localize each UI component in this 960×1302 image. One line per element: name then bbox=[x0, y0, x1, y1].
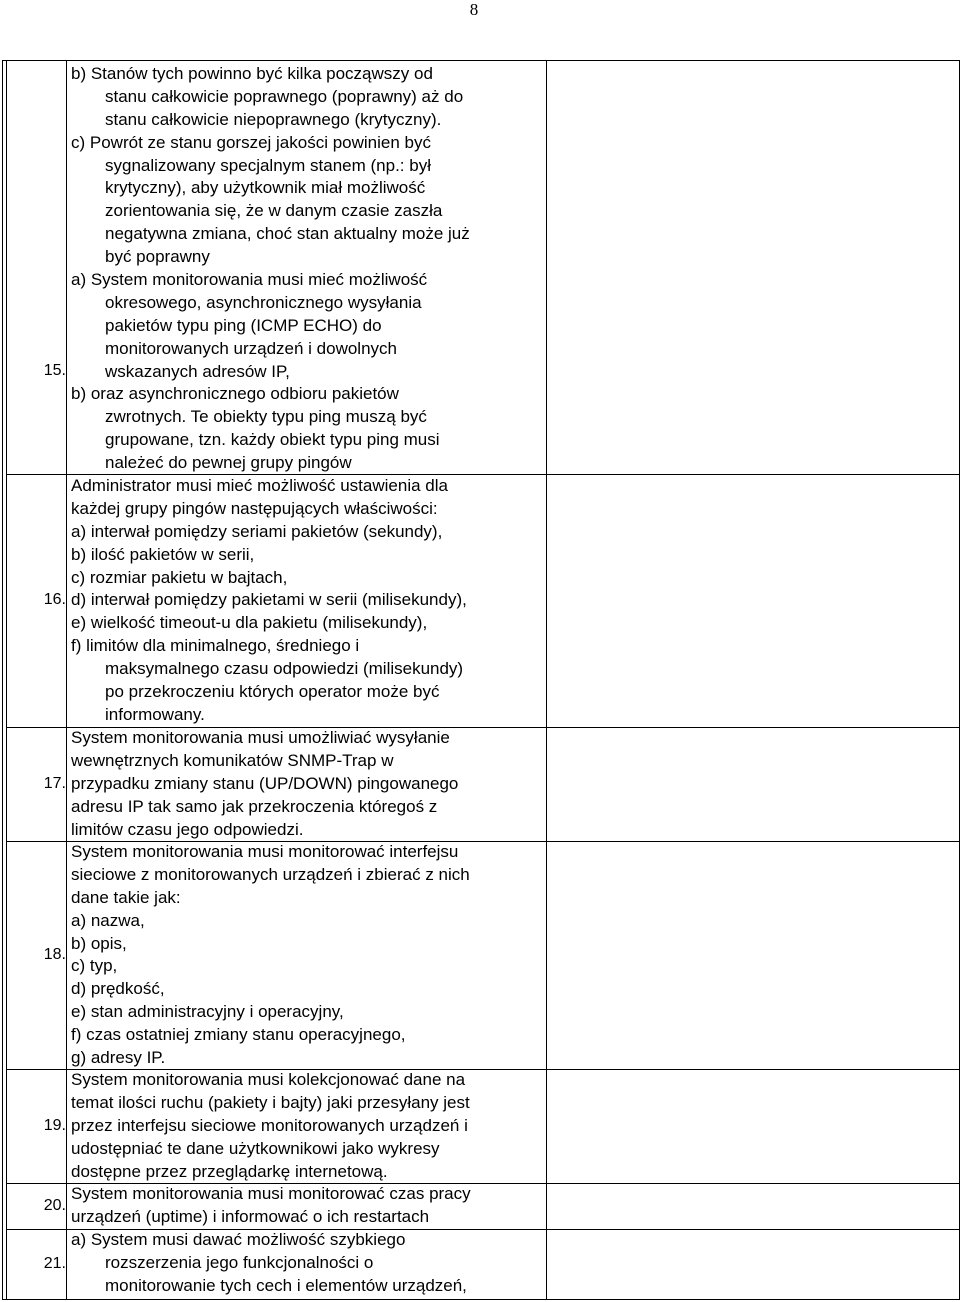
text-line: b) oraz asynchronicznego odbioru pakietów bbox=[71, 384, 399, 404]
requirement-20-text bbox=[71, 1183, 545, 1229]
page-number: 8 bbox=[469, 0, 479, 19]
requirement-16-text bbox=[71, 475, 545, 727]
text-line: c) rozmiar pakietu w bajtach, bbox=[71, 567, 288, 587]
text-line: rozszerzenia jego funkcjonalności o bbox=[105, 1252, 374, 1272]
text-line: wewnętrznych komunikatów SNMP-Trap w bbox=[71, 750, 394, 770]
text-line: należeć do pewnej grupy pingów bbox=[105, 453, 352, 473]
text-line: temat ilości ruchu (pakiety i bajty) jaki przesyłany jest bbox=[71, 1092, 470, 1112]
text-line: b) opis, bbox=[71, 933, 127, 953]
table-border-top bbox=[2, 60, 959, 61]
text-line: informowany. bbox=[105, 704, 205, 724]
text-line: zorientowania się, że w danym czasie zaszła bbox=[105, 201, 443, 221]
text-line: c) Powrót ze stanu gorszej jakości powinien być bbox=[71, 132, 431, 152]
text-line: wskazanych adresów IP, bbox=[105, 361, 290, 381]
text-line: d) interwał pomiędzy pakietami w serii (milisekundy), bbox=[71, 590, 467, 610]
table-border-left-inner bbox=[6, 60, 7, 1300]
requirement-number-19: 19. bbox=[43, 1117, 66, 1134]
text-line: dane takie jak: bbox=[71, 887, 181, 907]
text-line: stanu całkowicie poprawnego (poprawny) aż do bbox=[105, 86, 464, 106]
column-divider-remarks bbox=[546, 60, 547, 1300]
requirement-18-text bbox=[71, 841, 545, 1070]
requirement-15-text bbox=[71, 63, 545, 475]
column-divider-number bbox=[66, 60, 67, 1300]
text-line: a) System musi dawać możliwość szybkiego bbox=[71, 1230, 406, 1249]
text-line: System monitorowania musi monitorować interfejsu bbox=[71, 842, 459, 861]
text-line: c) typ, bbox=[71, 956, 118, 976]
text-line: b) Stanów tych powinno być kilka począwszy od bbox=[71, 64, 433, 83]
text-line: adresu IP tak samo jak przekroczenia któregoś z bbox=[71, 796, 438, 816]
text-line: System monitorowania musi umożliwiać wysyłanie bbox=[71, 728, 450, 747]
text-line: każdej grupy pingów następujących właściwości: bbox=[71, 498, 438, 518]
text-line: f) limitów dla minimalnego, średniego i bbox=[71, 636, 360, 656]
text-line: negatywna zmiana, choć stan aktualny może już bbox=[105, 224, 470, 244]
requirement-number-17: 17. bbox=[43, 775, 66, 792]
text-line: dostępne przez przeglądarkę internetową. bbox=[71, 1161, 388, 1181]
text-line: Administrator musi mieć możliwość ustawienia dla bbox=[71, 476, 448, 495]
text-line: być poprawny bbox=[105, 247, 210, 267]
text-line: urządzeń (uptime) i informować o ich restartach bbox=[71, 1206, 430, 1226]
text-line: System monitorowania musi kolekcjonować dane na bbox=[71, 1070, 466, 1089]
text-line: grupowane, tzn. każdy obiekt typu ping musi bbox=[105, 430, 440, 450]
text-line: zwrotnych. Te obiekty typu ping muszą być bbox=[105, 407, 427, 427]
text-line: przypadku zmiany stanu (UP/DOWN) pingowanego bbox=[71, 773, 459, 793]
text-line: e) wielkość timeout-u dla pakietu (milisekundy), bbox=[71, 613, 428, 633]
text-line: f) czas ostatniej zmiany stanu operacyjnego, bbox=[71, 1025, 406, 1045]
text-line: a) System monitorowania musi mieć możliwość bbox=[71, 270, 428, 290]
requirement-number-15: 15. bbox=[43, 362, 66, 379]
text-line: b) ilość pakietów w serii, bbox=[71, 544, 255, 564]
text-line: maksymalnego czasu odpowiedzi (milisekundy) bbox=[105, 659, 464, 679]
requirement-number-20: 20. bbox=[43, 1197, 66, 1214]
text-line: monitorowanych urządzeń i dowolnych bbox=[105, 338, 397, 358]
text-line: System monitorowania musi monitorować czas pracy bbox=[71, 1184, 471, 1203]
requirement-21-text bbox=[71, 1229, 545, 1298]
requirement-17-text bbox=[71, 727, 545, 841]
table-border-bottom bbox=[2, 1299, 959, 1300]
text-line: sieciowe z monitorowanych urządzeń i zbierać z nich bbox=[71, 864, 470, 884]
text-line: e) stan administracyjny i operacyjny, bbox=[71, 1002, 344, 1022]
requirement-number-21: 21. bbox=[43, 1255, 66, 1272]
table-border-left-outer bbox=[2, 60, 3, 1300]
text-line: sygnalizowany specjalnym stanem (np.: był bbox=[105, 155, 431, 175]
text-line: po przekroczeniu których operator może być bbox=[105, 682, 440, 702]
text-line: g) adresy IP. bbox=[71, 1048, 166, 1068]
text-line: stanu całkowicie niepoprawnego (krytyczny). bbox=[105, 109, 442, 129]
text-line: a) interwał pomiędzy seriami pakietów (sekundy), bbox=[71, 521, 443, 541]
text-line: monitorowanie tych cech i elementów urządzeń, bbox=[105, 1275, 467, 1295]
text-line: pakietów typu ping (ICMP ECHO) do bbox=[105, 315, 382, 335]
text-line: d) prędkość, bbox=[71, 979, 165, 999]
text-line: udostępniać te dane użytkownikowi jako wykresy bbox=[71, 1138, 440, 1158]
text-line: okresowego, asynchronicznego wysyłania bbox=[105, 292, 422, 312]
text-line: krytyczny), aby użytkownik miał możliwość bbox=[105, 178, 426, 198]
requirement-number-18: 18. bbox=[43, 946, 66, 963]
text-line: limitów czasu jego odpowiedzi. bbox=[71, 819, 304, 839]
text-line: przez interfejsu sieciowe monitorowanych urządzeń i bbox=[71, 1115, 468, 1135]
requirement-number-16: 16. bbox=[43, 591, 66, 608]
requirement-19-text bbox=[71, 1069, 545, 1183]
text-line: a) nazwa, bbox=[71, 910, 145, 930]
